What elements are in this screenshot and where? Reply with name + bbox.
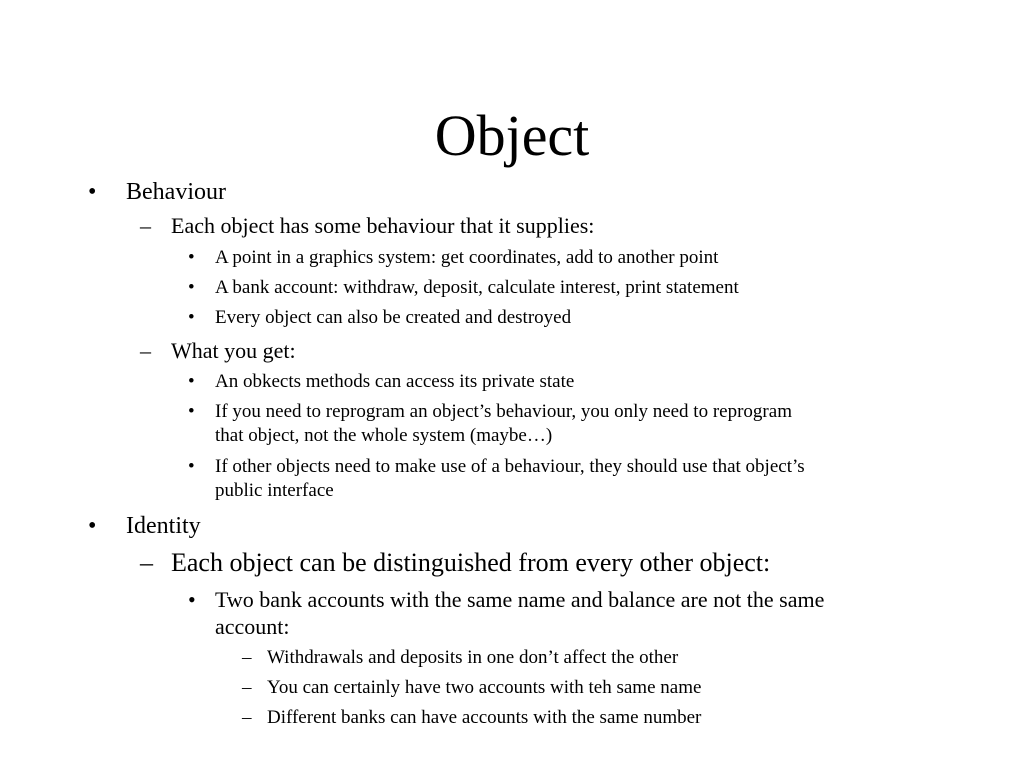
bullet-icon: • [188, 247, 195, 268]
slide-title: Object [434, 103, 590, 168]
section-heading-behaviour: Behaviour [126, 179, 226, 205]
bullet-icon: • [188, 587, 196, 612]
point-graphics-system: A point in a graphics system: get coordinates, add to another point [215, 247, 719, 268]
detail-same-number: Different banks can have accounts with the same number [267, 707, 702, 728]
point-public-interface-line-1: If other objects need to make use of a behaviour, they should use that object’s [215, 456, 805, 477]
bullet-icon: • [188, 456, 195, 477]
point-bank-account: A bank account: withdraw, deposit, calculate interest, print statement [215, 277, 739, 298]
point-reprogram-line-2: that object, not the whole system (maybe…) [215, 425, 553, 446]
point-created-destroyed: Every object can also be created and destroyed [215, 307, 572, 328]
bullet-icon: • [188, 401, 195, 422]
dash-icon: – [242, 707, 252, 728]
bullet-icon: • [188, 277, 195, 298]
section-heading-identity: Identity [126, 513, 201, 539]
detail-same-name: You can certainly have two accounts with teh same name [267, 677, 702, 698]
detail-withdrawals: Withdrawals and deposits in one don’t affect the other [267, 647, 679, 668]
bullet-icon: • [188, 371, 195, 392]
subsection-what-you-get: What you get: [171, 338, 296, 363]
bullet-icon: • [188, 307, 195, 328]
dash-icon: – [140, 338, 151, 363]
point-private-state: An obkects methods can access its private state [215, 371, 575, 392]
dash-icon: – [242, 647, 252, 668]
bullet-icon: • [88, 179, 97, 205]
dash-icon: – [140, 213, 151, 238]
point-two-accounts-line-2: account: [215, 614, 290, 639]
dash-icon: – [140, 548, 153, 577]
dash-icon: – [242, 677, 252, 698]
bullet-icon: • [88, 513, 97, 539]
subsection-distinguished: Each object can be distinguished from every other object: [171, 548, 771, 577]
subsection-behaviour-supplies: Each object has some behaviour that it supplies: [171, 213, 595, 238]
point-two-accounts-line-1: Two bank accounts with the same name and balance are not the same [215, 587, 825, 612]
point-reprogram-line-1: If you need to reprogram an object’s behaviour, you only need to reprogram [215, 401, 792, 422]
point-public-interface-line-2: public interface [215, 480, 334, 501]
